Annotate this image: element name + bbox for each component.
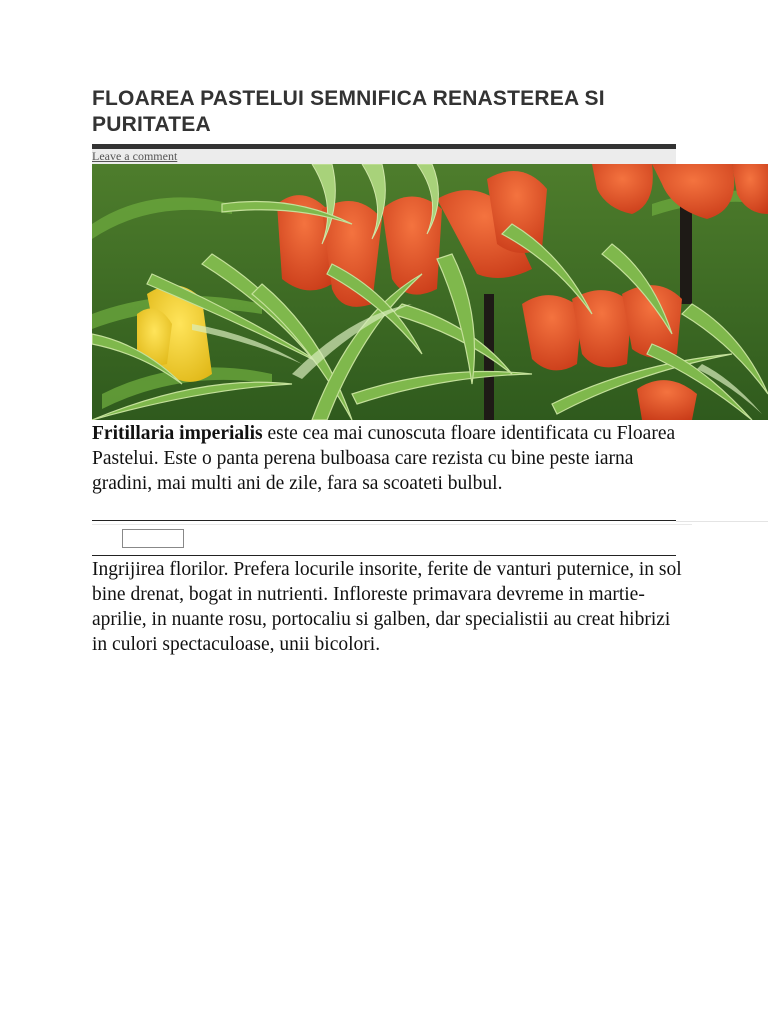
section-divider-light [92,524,692,525]
section-divider-bottom [92,555,676,556]
section-divider-top [92,520,676,521]
intro-text: este cea mai cunoscuta floare identificata cu Floarea Pastelui. Este o panta perena bulboasa care rezista cu bine peste iarna gradini, mai multi ani de zile, fara sa scoateti bulbul. [92,423,676,494]
leave-comment-link[interactable]: Leave a comment [92,149,178,163]
embedded-input-field[interactable] [122,529,184,548]
species-name: Fritillaria imperialis [92,423,263,444]
intro-paragraph [92,421,676,496]
care-paragraph: Ingrijirea florilor. Prefera locurile insorite, ferite de vanturi puternice, in sol bine drenat, bogat in nutrienti. Infloreste primavara devreme in martie-aprilie, in nuante rosu, portocaliu si galben, dar specialistii au creat hibrizi in culori spectaculoase, unii bicolori. [92,559,682,655]
section-divider-ext [676,521,768,522]
article-title: FLOAREA PASTELUI SEMNIFICA RENASTEREA SI PURITATEA [92,87,605,136]
post-meta-bar [92,149,676,164]
crown-imperial-photo [92,164,768,420]
